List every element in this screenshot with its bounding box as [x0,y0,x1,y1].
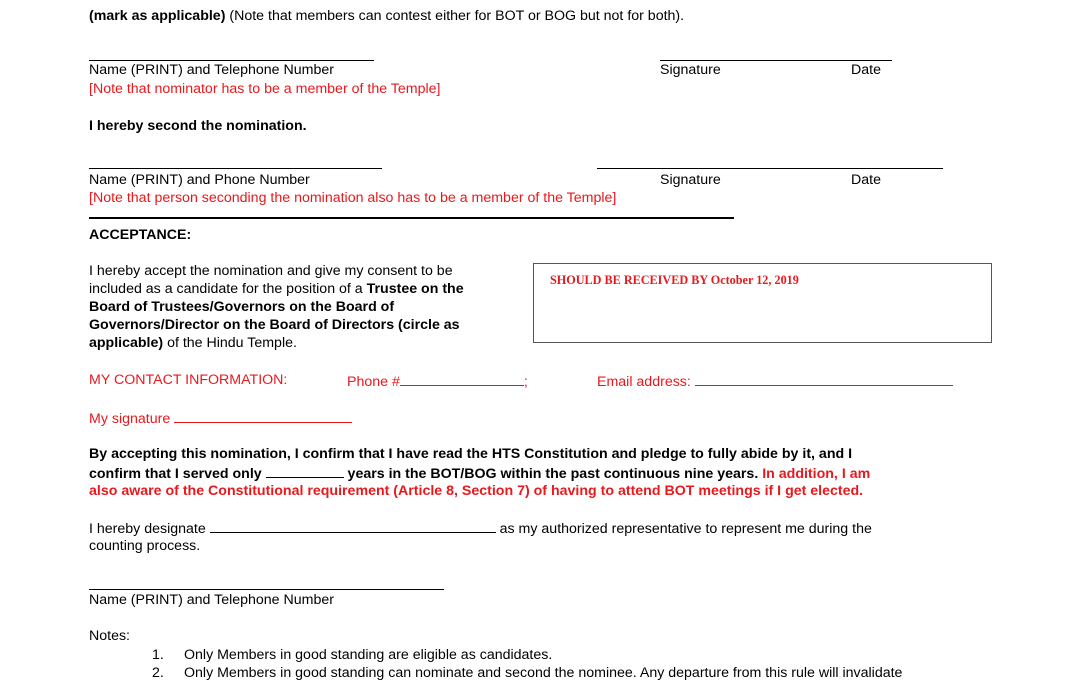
representative-name-label: Name (PRINT) and Telephone Number [89,592,334,608]
contact-label: MY CONTACT INFORMATION: [89,372,288,388]
nominator-name-label: Name (PRINT) and Telephone Number [89,62,334,78]
representative-name-field[interactable] [89,589,444,590]
pledge-red-2: In addition, I am [762,466,871,482]
pledge-line-2 [89,463,870,483]
acceptance-text-5: of the Hindu Temple. [163,335,297,351]
years-served-field[interactable] [266,463,344,478]
phone-end: ; [523,374,528,390]
nominator-date-label: Date [851,62,881,78]
pledge-line-3: also aware of the Constitutional requirement (Article 8, Section 7) of having to attend BOT meetings if I get elected. [89,483,864,499]
nominator-note: [Note that nominator has to be a member of the Temple] [89,81,441,97]
seconder-name-label: Name (PRINT) and Phone Number [89,172,310,188]
my-signature-row [89,408,352,428]
phone-field[interactable] [400,371,524,386]
deadline-box [533,263,992,343]
applicability-note [89,7,684,25]
designate-line-1 [89,518,872,538]
acceptance-text-1: I hereby accept the nomination and give my consent to be [89,263,453,279]
seconder-note: [Note that person seconding the nomination also has to be a member of the Temple] [89,190,617,206]
my-signature-label: My signature [89,411,171,427]
seconder-name-field[interactable] [89,168,382,169]
acceptance-line-1 [89,262,453,280]
acceptance-line-3: Board of Trustees/Governors on the Board of [89,299,395,315]
acceptance-line-2 [89,280,464,298]
seconder-date-label: Date [851,172,881,188]
note-item-1-num: 1. [152,647,164,663]
pledge-text-2a: confirm that I served only [89,466,266,482]
email-field[interactable] [695,371,953,386]
second-statement: I hereby second the nomination. [89,118,307,134]
pledge-line-1: By accepting this nomination, I confirm that I have read the HTS Constitution and pledge to fully abide by it, and I [89,446,853,462]
applicability-text: (Note that members can contest either for BOT or BOG but not for both). [225,8,685,24]
phone-label: Phone # [347,374,400,390]
phone-row [347,371,528,391]
acceptance-heading: ACCEPTANCE: [89,227,192,243]
email-label: Email address: [597,374,691,390]
my-signature-field[interactable] [174,408,352,423]
pledge-text-2b: years in the BOT/BOG within the past continuous nine years. [343,466,763,482]
acceptance-bold-5: applicable) [89,335,164,351]
applicability-bold: (mark as applicable) [89,8,226,24]
nominator-signature-label: Signature [660,62,721,78]
acceptance-line-5 [89,334,297,352]
seconder-signature-label: Signature [660,172,721,188]
note-item-2-text: Only Members in good standing can nominate and second the nominee. Any departure from this rule will invalidate [184,665,903,681]
email-row [597,371,953,391]
designate-line-2: counting process. [89,538,201,554]
note-item-1-text: Only Members in good standing are eligible as candidates. [184,647,553,663]
acceptance-bold-2: Trustee on the [366,281,464,297]
deadline-text: SHOULD BE RECEIVED BY October 12, 2019 [550,273,799,287]
seconder-signature-field[interactable] [597,168,943,169]
section-divider [89,217,734,219]
designate-text-1b: as my authorized representative to represent me during the [495,521,872,537]
representative-field[interactable] [210,518,496,533]
acceptance-line-4: Governors/Director on the Board of Directors (circle as [89,317,460,333]
acceptance-text-2: included as a candidate for the position of a [89,281,367,297]
notes-heading: Notes: [89,628,131,644]
designate-text-1a: I hereby designate [89,521,210,537]
note-item-2-num: 2. [152,665,164,681]
